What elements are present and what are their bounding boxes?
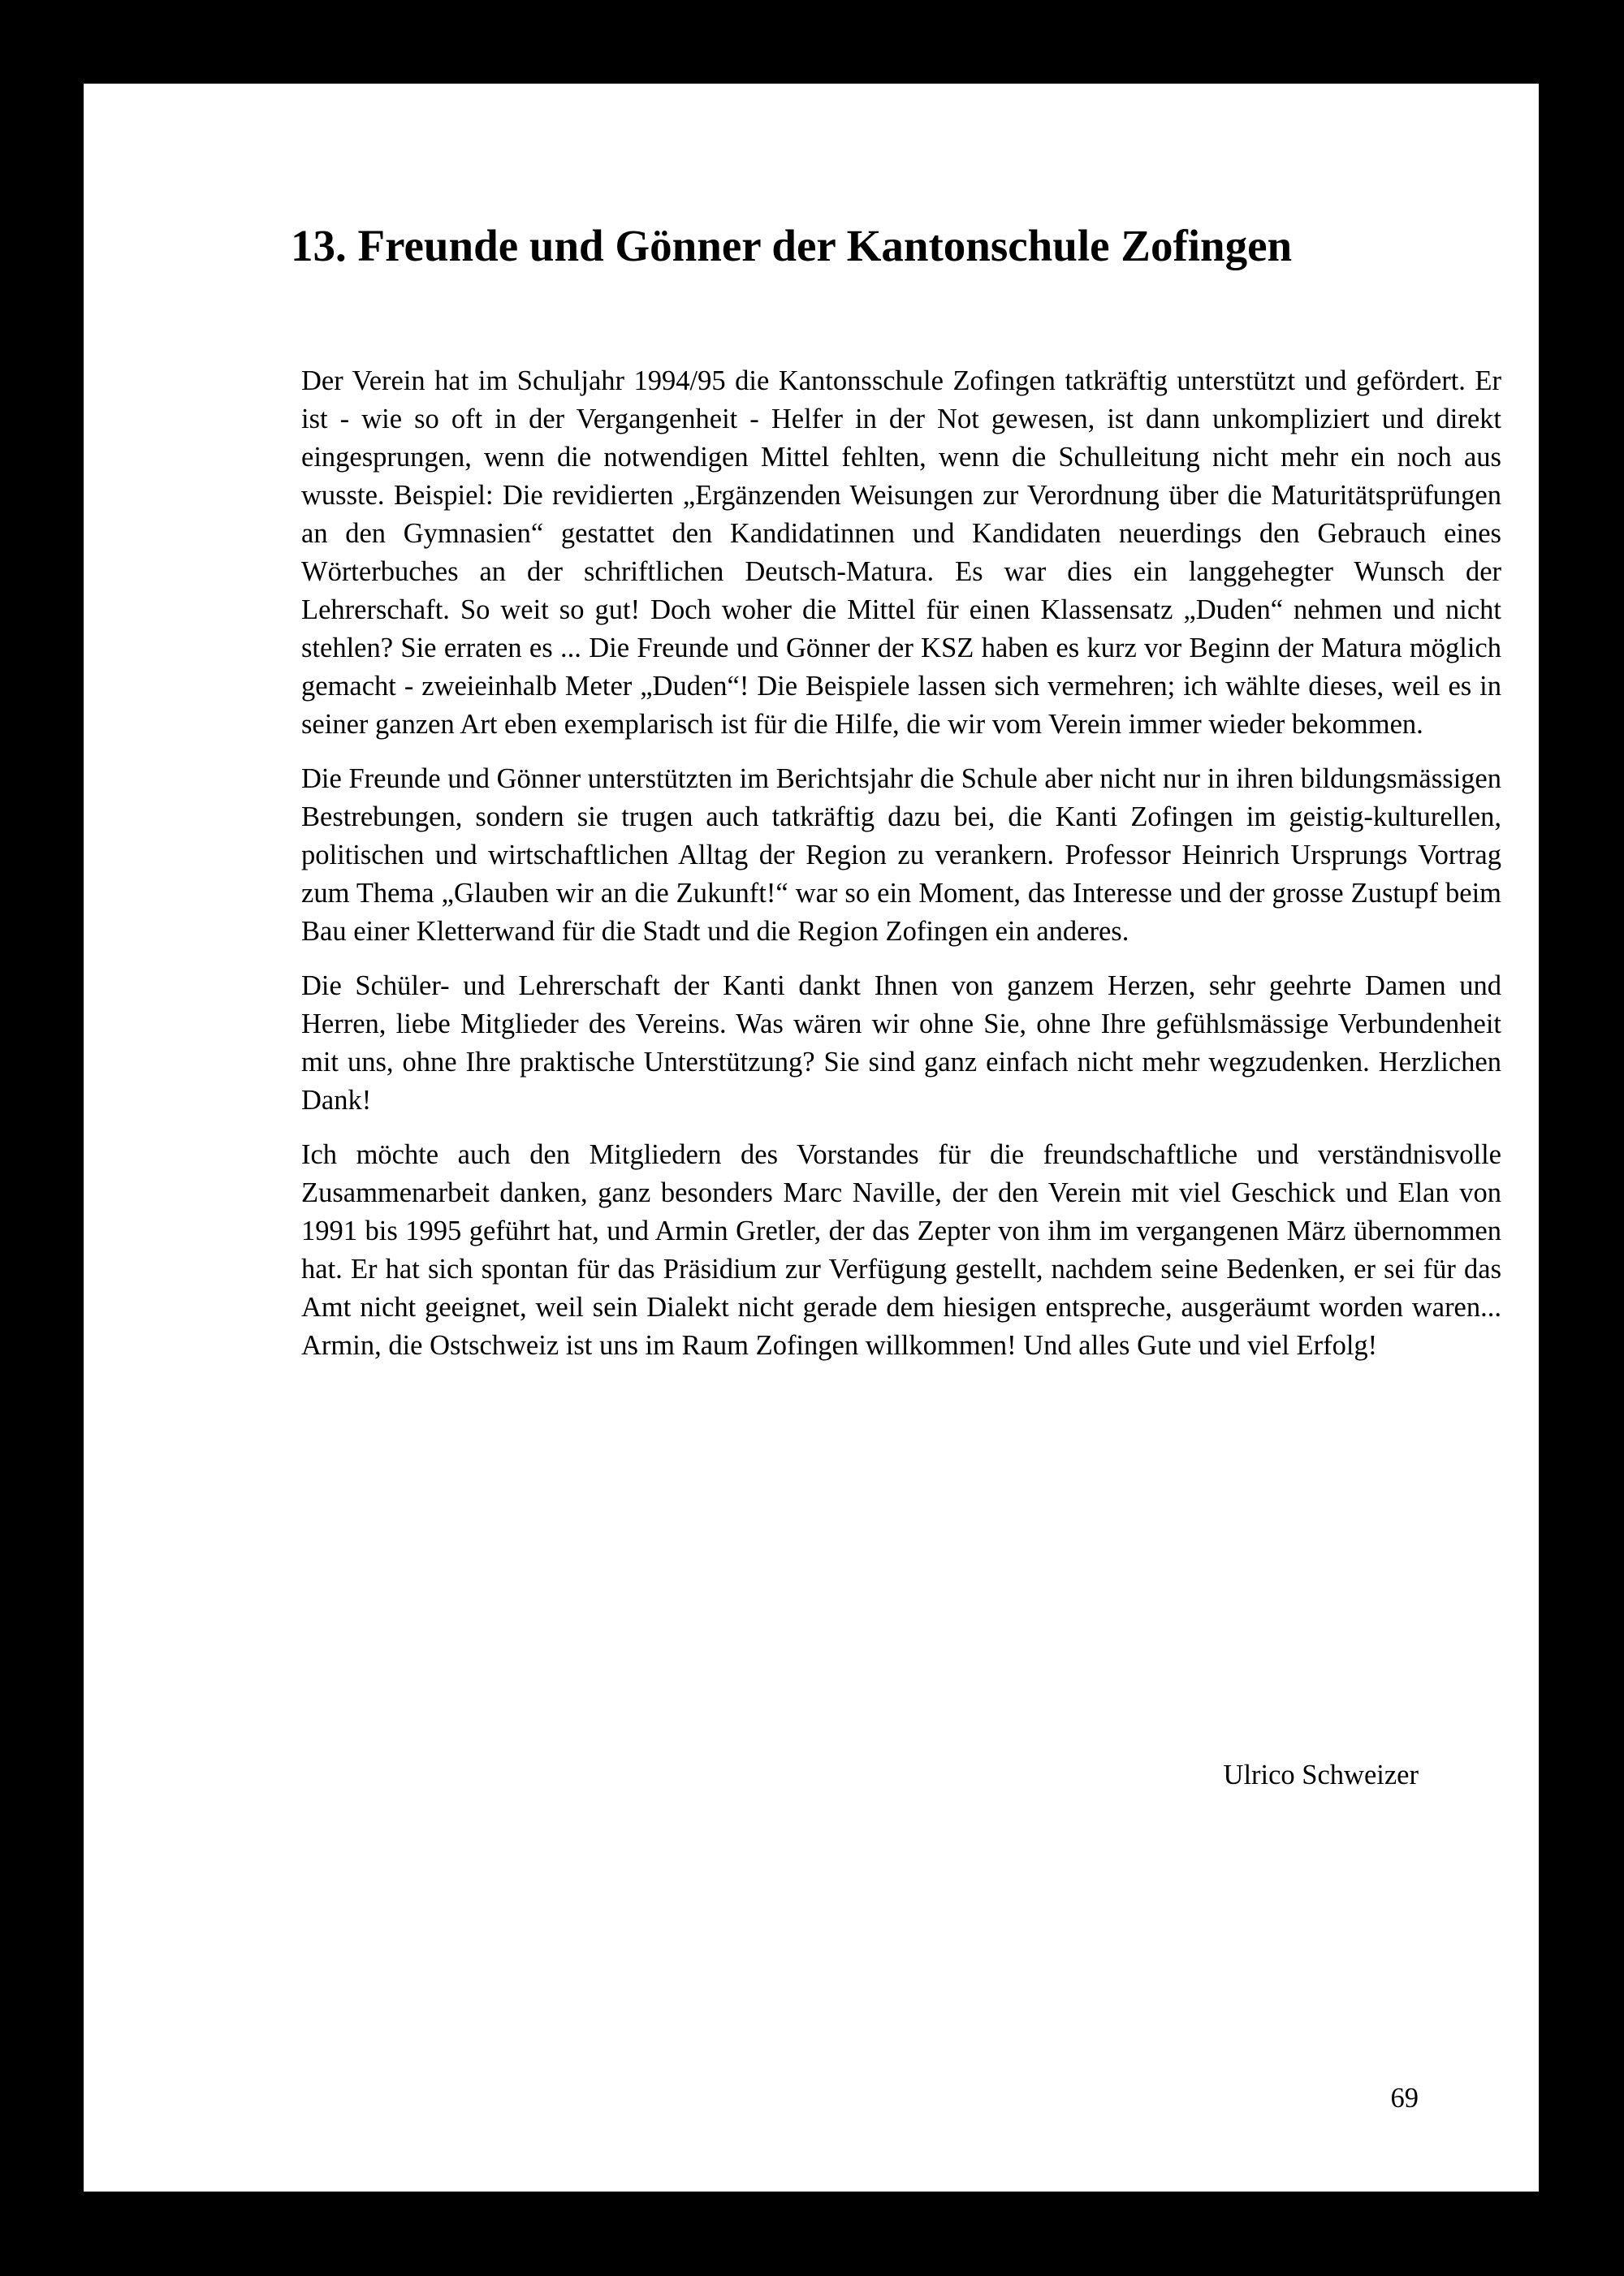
- paragraph-3: Die Schüler- und Lehrerschaft der Kanti dankt Ihnen von ganzem Herzen, sehr geehrte Damen und Herren, liebe Mitglieder des Vereins. Was wären wir ohne Sie, ohne Ihre gefühlsmässige Verbundenheit mit uns, ohne Ihre praktische Unterstützung? Sie sind ganz einfach nicht mehr wegzudenken. Herzlichen Dank!: [301, 970, 1501, 1116]
- page-title: 13. Freunde und Gönner der Kantonschule Zofingen: [291, 221, 1293, 270]
- author-signature: Ulrico Schweizer: [1223, 1760, 1419, 1790]
- page-number: 69: [1390, 2083, 1419, 2114]
- body-text: [301, 362, 1501, 1381]
- document-page: [84, 84, 1539, 2192]
- paragraph-1: Der Verein hat im Schuljahr 1994/95 die Kantonsschule Zofingen tatkräftig unterstützt und gefördert. Er ist - wie so oft in der Vergangenheit - Helfer in der Not gewesen, ist dann unkompliziert und direkt eingesprungen, wenn die notwendigen Mittel fehlten, wenn die Schulleitung nicht mehr ein noch aus wusste. Beispiel: Die revidierten „Ergänzenden Weisungen zur Verordnung über die Maturitätsprüfungen an den Gymnasien“ gestattet den Kandidatinnen und Kandidaten neuerdings den Gebrauch eines Wörterbuches an der schriftlichen Deutsch-Matura. Es war dies ein langgehegter Wunsch der Lehrerschaft. So weit so gut! Doch woher die Mittel für einen Klassensatz „Duden“ nehmen und nicht stehlen? Sie erraten es ... Die Freunde und Gönner der KSZ haben es kurz vor Beginn der Matura möglich gemacht - zweieinhalb Meter „Duden“! Die Beispiele lassen sich vermehren; ich wählte dieses, weil es in seiner ganzen Art eben exemplarisch ist für die Hilfe, die wir vom Verein immer wieder bekommen.: [301, 365, 1501, 740]
- paragraph-2: Die Freunde und Gönner unterstützten im Berichtsjahr die Schule aber nicht nur in ihren bildungsmässigen Bestrebungen, sondern sie trugen auch tatkräftig dazu bei, die Kanti Zofingen im geistig-kulturellen, politischen und wirtschaftlichen Alltag der Region zu verankern. Professor Heinrich Ursprungs Vortrag zum Thema „Glauben wir an die Zukunft!“ war so ein Moment, das Interesse und der grosse Zustupf beim Bau einer Kletterwand für die Stadt und die Region Zofingen ein anderes.: [301, 763, 1501, 947]
- paragraph-4: Ich möchte auch den Mitgliedern des Vorstandes für die freundschaftliche und verständnisvolle Zusammenarbeit danken, ganz besonders Marc Naville, der den Verein mit viel Geschick und Elan von 1991 bis 1995 geführt hat, und Armin Gretler, der das Zepter von ihm im vergangenen März übernommen hat. Er hat sich spontan für das Präsidium zur Verfügung gestellt, nachdem seine Bedenken, er sei für das Amt nicht geeignet, weil sein Dialekt nicht gerade dem hiesigen entspreche, ausgeräumt worden waren... Armin, die Ostschweiz ist uns im Raum Zofingen willkommen! Und alles Gute und viel Erfolg!: [301, 1139, 1501, 1361]
